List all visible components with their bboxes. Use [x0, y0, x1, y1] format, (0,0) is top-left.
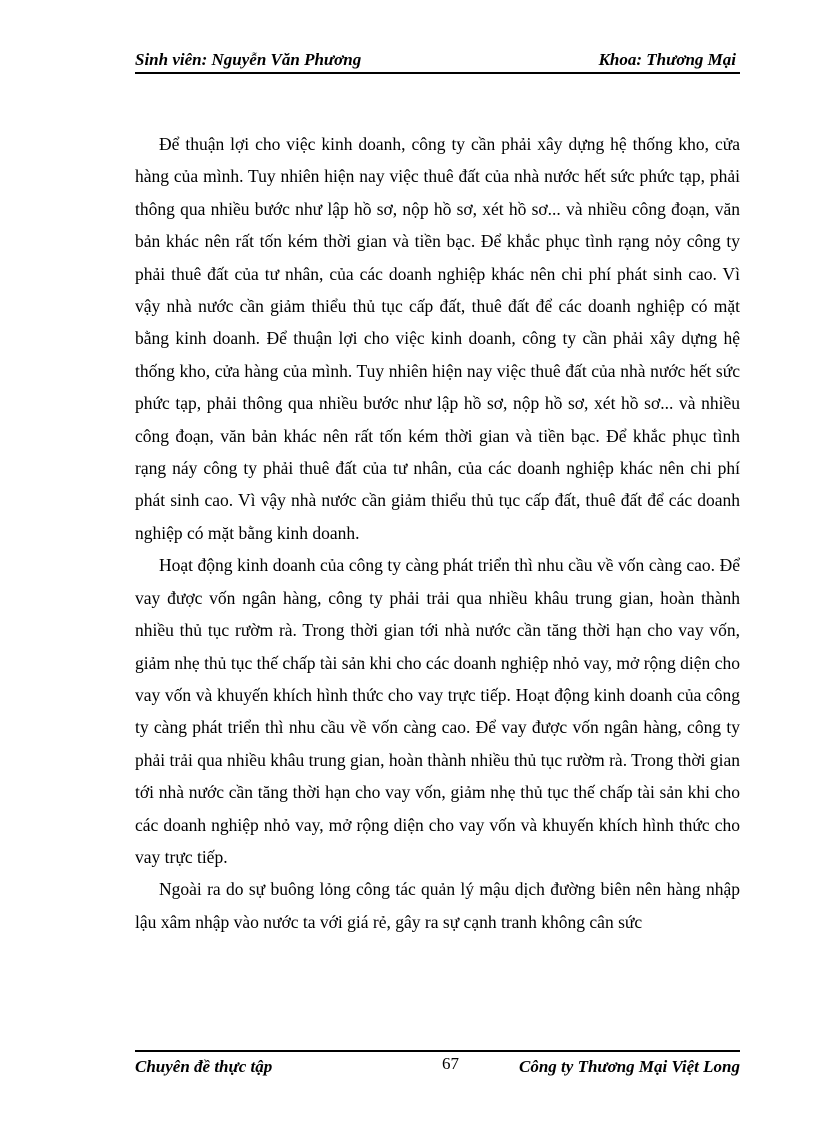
page-footer	[135, 1050, 740, 1082]
paragraph-capital-loans: Hoạt động kinh doanh của công ty càng phát triển thì nhu cầu về vốn càng cao. Để vay được vốn ngân hàng, công ty phải trải qua nhiều khâu trung gian, hoàn thành nhiều thủ tục rườm rà. Trong thời gian tới nhà nước cần tăng thời hạn cho vay vốn, giảm nhẹ thủ tục thế chấp tài sản khi cho các doanh nghiệp nhỏ vay, mở rộng diện cho vay vốn và khuyến khích hình thức cho vay trực tiếp. Hoạt động kinh doanh của công ty càng phát triển thì nhu cầu về vốn càng cao. Để vay được vốn ngân hàng, công ty phải trải qua nhiều khâu trung gian, hoàn thành nhiều thủ tục rườm rà. Trong thời gian tới nhà nước cần tăng thời hạn cho vay vốn, giảm nhẹ thủ tục thế chấp tài sản khi cho các doanh nghiệp nhỏ vay, mở rộng diện cho vay vốn và khuyến khích hình thức cho vay trực tiếp.	[135, 555, 740, 867]
header-faculty: Khoa: Thương Mại	[598, 50, 736, 69]
page-header	[135, 50, 740, 74]
page-number: 67	[442, 1054, 459, 1073]
paragraph-land-rental: Để thuận lợi cho việc kinh doanh, công ty cần phải xây dựng hệ thống kho, cửa hàng của mình. Tuy nhiên hiện nay việc thuê đất của nhà nước hết sức phức tạp, phải thông qua nhiều bước như lập hồ sơ, nộp hồ sơ, xét hồ sơ... và nhiều công đoạn, văn bản khác nên rất tốn kém thời gian và tiền bạc. Để khắc phục tình rạng nỏy công ty phải thuê đất của tư nhân, của các doanh nghiệp khác nên chi phí phát sinh cao. Vì vậy nhà nước cần giảm thiểu thủ tục cấp đất, thuê đất để các doanh nghiệp có mặt bằng kinh doanh. Để thuận lợi cho việc kinh doanh, công ty cần phải xây dựng hệ thống kho, cửa hàng của mình. Tuy nhiên hiện nay việc thuê đất của nhà nước hết sức phức tạp, phải thông qua nhiều bước như lập hồ sơ, nộp hồ sơ, xét hồ sơ... và nhiều công đoạn, văn bản khác nên rất tốn kém thời gian và tiền bạc. Để khắc phục tình rạng náy công ty phải thuê đất của tư nhân, của các doanh nghiệp khác nên chi phí phát sinh cao. Vì vậy nhà nước cần giảm thiểu thủ tục cấp đất, thuê đất để các doanh nghiệp có mặt bằng kinh doanh.	[135, 134, 740, 543]
paragraph-border-trade: Ngoài ra do sự buông lỏng công tác quản lý mậu dịch đường biên nên hàng nhập lậu xâm nhập vào nước ta với giá rẻ, gây ra sự cạnh tranh không cân sức	[135, 879, 740, 932]
header-student-name: Sinh viên: Nguyễn Văn Phương	[135, 50, 362, 69]
footer-company: Công ty Thương Mại Việt Long	[519, 1057, 740, 1076]
footer-report-title: Chuyên đề thực tập	[135, 1057, 273, 1076]
document-body	[135, 128, 740, 938]
